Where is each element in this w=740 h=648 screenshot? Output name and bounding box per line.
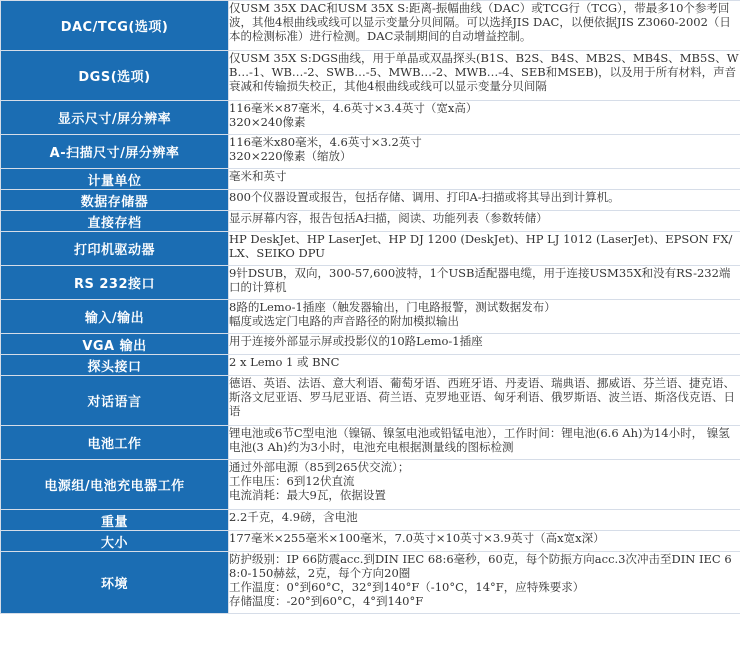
- spec-row-printer-drivers: [1, 232, 740, 266]
- row-value: 德语、英语、法语、意大利语、葡萄牙语、西班牙语、丹麦语、瑞典语、挪威语、芬兰语、捷克语、斯洛文尼亚语、罗马尼亚语、荷兰语、克罗地亚语、匈牙利语、俄罗斯语、波兰语、斯洛伐克语、日语: [229, 376, 740, 426]
- row-value: 2 x Lemo 1 或 BNC: [229, 355, 740, 376]
- spec-row-ascan-size: [1, 135, 740, 169]
- row-value: 通过外部电源（85到265伏交流）； 工作电压：6到12伏直流 电流消耗：最大9瓦，依据设置: [229, 460, 740, 510]
- spec-row-vga: [1, 334, 740, 355]
- spec-row-probe-connector: [1, 355, 740, 376]
- spec-row-weight: [1, 510, 740, 531]
- row-value: 锂电池或6节C型电池（镍镉、镍氢电池或铅锰电池），工作时间：锂电池(6.6 Ah)为14小时， 镍氢电池(3 Ah)约为3小时，电池充电根据测量线的图标检测: [229, 426, 740, 460]
- row-label: 直接存档: [1, 211, 229, 232]
- row-label: DAC/TCG(选项): [1, 1, 229, 51]
- row-label: 计量单位: [1, 169, 229, 190]
- row-label: 打印机驱动器: [1, 232, 229, 266]
- row-value: 2.2千克，4.9磅，含电池: [229, 510, 740, 531]
- row-value: 116毫米x80毫米，4.6英寸×3.2英寸 320×220像素（缩放）: [229, 135, 740, 169]
- row-label: 数据存储器: [1, 190, 229, 211]
- row-label: 环境: [1, 552, 229, 614]
- spec-table-body: [1, 1, 740, 614]
- spec-row-power-supply: [1, 460, 740, 510]
- spec-row-rs232: [1, 266, 740, 300]
- row-label: 对话语言: [1, 376, 229, 426]
- row-label: 输入/输出: [1, 300, 229, 334]
- spec-row-environment: [1, 552, 740, 614]
- spec-row-io: [1, 300, 740, 334]
- spec-row-languages: [1, 376, 740, 426]
- row-value: 用于连接外部显示屏或投影仪的10路Lemo-1插座: [229, 334, 740, 355]
- spec-row-units: [1, 169, 740, 190]
- row-label: 重量: [1, 510, 229, 531]
- row-value: 8路的Lemo-1插座（触发器输出，门电路报警，测试数据发布） 幅度或选定门电路的声音路径的附加模拟输出: [229, 300, 740, 334]
- spec-row-display-size: [1, 101, 740, 135]
- row-value: 仅USM 35X S:DGS曲线，用于单晶或双晶探头(B1S、B2S、B4S、MB2S、MB4S、MB5S、WB…-1、WB…-2、SWB…-5、MWB…-2、MWB…-4、SEB和MSEB)，以及用于所有材料，声音衰减和传输损失校正，其他4根曲线或线可以显示变量分贝间隔: [229, 51, 740, 101]
- row-value: 防护级别：IP 66防震acc.到DIN IEC 68:6毫秒，60克，每个防振方向acc.3次冲击至DIN IEC 68:0-150赫兹，2克，每个方向20圈 工作温度：0°到60°C，32°到140°F（-10°C，14°F，应特殊要求） 存储温度：-20°到60°C，4°到140°F: [229, 552, 740, 614]
- row-value: HP DeskJet、HP LaserJet、HP DJ 1200 (DeskJet)、HP LJ 1012 (LaserJet)、EPSON FX/LX、SEIKO DPU: [229, 232, 740, 266]
- spec-row-dac-tcg: [1, 1, 740, 51]
- row-value: 仅USM 35X DAC和USM 35X S:距离-振幅曲线（DAC）或TCG行（TCG），带最多10个参考回波，其他4根曲线或线可以显示变量分贝间隔。可以选择JIS DAC，以便依据JIS Z3060-2002（日本的检测标准）进行检测。DAC录制期间的自动增益控制。: [229, 1, 740, 51]
- row-value: 显示屏幕内容，报告包括A扫描，阅读、功能列表（参数转储）: [229, 211, 740, 232]
- spec-row-dgs: [1, 51, 740, 101]
- row-label: VGA 输出: [1, 334, 229, 355]
- row-label: A-扫描尺寸/屏分辨率: [1, 135, 229, 169]
- spec-row-size: [1, 531, 740, 552]
- spec-row-data-memory: [1, 190, 740, 211]
- row-value: 9针DSUB，双向，300-57,600波特，1个USB适配器电缆，用于连接USM35X和没有RS-232端口的计算机: [229, 266, 740, 300]
- row-label: 显示尺寸/屏分辨率: [1, 101, 229, 135]
- row-value: 116毫米×87毫米，4.6英寸×3.4英寸（宽x高） 320×240像素: [229, 101, 740, 135]
- spec-row-battery: [1, 426, 740, 460]
- row-value: 毫米和英寸: [229, 169, 740, 190]
- row-label: 电池工作: [1, 426, 229, 460]
- row-label: 大小: [1, 531, 229, 552]
- row-label: 探头接口: [1, 355, 229, 376]
- row-value: 177毫米×255毫米×100毫米，7.0英寸×10英寸×3.9英寸（高x宽x深）: [229, 531, 740, 552]
- spec-row-direct-archive: [1, 211, 740, 232]
- row-label: DGS(选项): [1, 51, 229, 101]
- row-value: 800个仪器设置或报告，包括存储、调用、打印A-扫描或将其导出到计算机。: [229, 190, 740, 211]
- row-label: 电源组/电池充电器工作: [1, 460, 229, 510]
- row-label: RS 232接口: [1, 266, 229, 300]
